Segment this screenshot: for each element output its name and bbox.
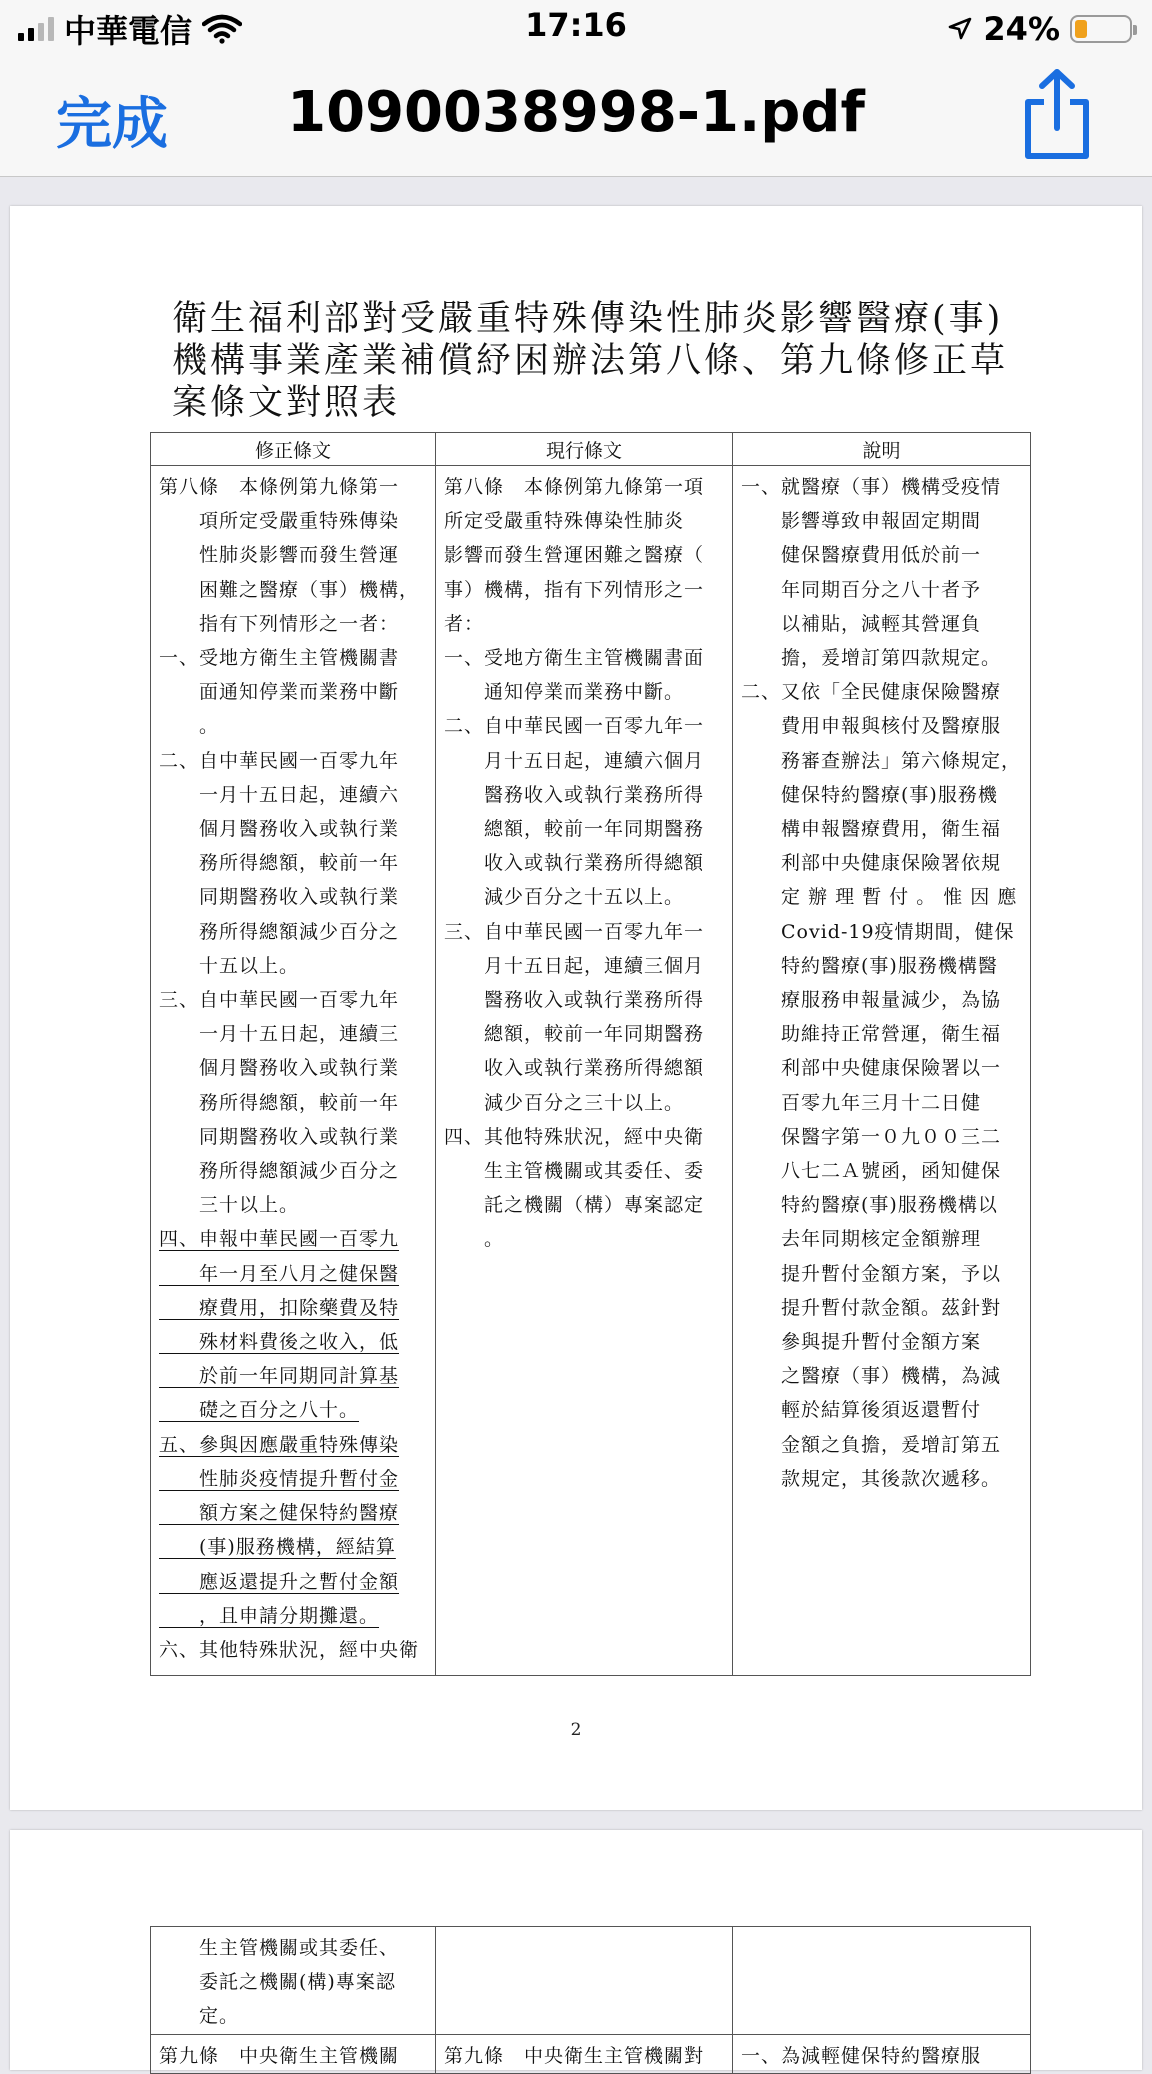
- text-line: 者：: [444, 612, 485, 635]
- text-line: 務審查辦法」第六條規定，: [741, 749, 1022, 772]
- text-line: 一、為減輕健保特約醫療服: [741, 2044, 982, 2067]
- text-line: 同期醫務收入或執行業: [159, 886, 400, 909]
- text-line: 三、自中華民國一百零九年一: [444, 920, 705, 943]
- text-line: 通知停業而業務中斷。: [444, 681, 685, 704]
- text-line: 年一月至八月之健保醫: [159, 1262, 400, 1285]
- current-text-cell: [436, 466, 733, 1676]
- battery-percent: 24%: [983, 10, 1060, 48]
- text-line: 保醫字第一０九００三二: [741, 1125, 1002, 1148]
- text-line: 月十五日起，連續三個月: [444, 954, 705, 977]
- text-line: Covid-19疫情期間，健保: [741, 920, 1015, 943]
- text-line: 健保特約醫療(事)服務機: [741, 783, 998, 806]
- text-line: 款規定，其後款次遞移。: [741, 1467, 1002, 1490]
- text-line: 二、自中華民國一百零九年一: [444, 715, 705, 738]
- battery-nub: [1133, 25, 1137, 35]
- text-line: 醫務收入或執行業務所得: [444, 989, 705, 1012]
- text-line: 健保醫療費用低於前一: [741, 544, 982, 567]
- text-line: 八七二Ａ號函，函知健保: [741, 1160, 1002, 1183]
- text-line: 額方案之健保特約醫療: [159, 1502, 400, 1525]
- text-line: 百零九年三月十二日健: [741, 1091, 982, 1114]
- header-current: 現行條文: [436, 433, 733, 466]
- heading-line: 衛生福利部對受嚴重特殊傳染性肺炎影響醫療(事): [172, 299, 1004, 339]
- text-line: 療費用，扣除藥費及特: [159, 1296, 400, 1319]
- table-row: [151, 2034, 1031, 2073]
- text-line: 金額之負擔，爰增訂第五: [741, 1433, 1002, 1456]
- text-line: 四、其他特殊狀況，經中央衛: [444, 1125, 705, 1148]
- text-line: 個月醫務收入或執行業: [159, 1057, 400, 1080]
- pdf-page-2[interactable]: [10, 1830, 1142, 2070]
- comparison-table: [150, 432, 1031, 1676]
- carrier-name: 中華電信: [64, 12, 193, 50]
- text-line: 第九條 中央衛生主管機關: [159, 2044, 400, 2067]
- text-line: 參與提升暫付金額方案: [741, 1331, 982, 1354]
- header-amended: 修正條文: [151, 433, 436, 466]
- heading-line: 案條文對照表: [172, 383, 401, 423]
- text-line: 三十以上。: [159, 1194, 300, 1217]
- text-line: 性肺炎疫情提升暫付金: [159, 1467, 400, 1490]
- text-line: 擔，爰增訂第四款規定。: [741, 647, 1002, 670]
- text-line: 輕於結算後須返還暫付: [741, 1399, 982, 1422]
- battery-icon: [1070, 15, 1132, 43]
- text-line: 礎之百分之八十。: [159, 1399, 360, 1422]
- text-line: 減少百分之十五以上。: [444, 886, 685, 909]
- text-line: 一、受地方衛生主管機關書: [159, 647, 400, 670]
- text-line: 總額，較前一年同期醫務: [444, 1023, 705, 1046]
- text-line: 構申報醫療費用，衛生福: [741, 818, 1002, 841]
- document-heading: [172, 298, 1052, 424]
- text-line: 二、又依「全民健康保險醫療: [741, 681, 1002, 704]
- text-line: 特約醫療(事)服務機構以: [741, 1194, 998, 1217]
- clock: 17:16: [525, 6, 627, 44]
- text-line: 殊材料費後之收入，低: [159, 1331, 400, 1354]
- text-line: 。: [444, 1228, 505, 1251]
- text-line: 助維持正常營運，衛生福: [741, 1023, 1002, 1046]
- battery-level: [1075, 20, 1087, 38]
- text-line: 利部中央健康保險署依規: [741, 852, 1002, 875]
- text-line: 。: [159, 715, 220, 738]
- text-line: 生主管機關或其委任、委: [444, 1160, 705, 1183]
- text-line: 醫務收入或執行業務所得: [444, 783, 705, 806]
- text-line: 提升暫付金額方案，予以: [741, 1262, 1002, 1285]
- text-line: 三、自中華民國一百零九年: [159, 989, 400, 1012]
- text-line: 務所得總額，較前一年: [159, 852, 400, 875]
- text-line: 面通知停業而業務中斷: [159, 681, 400, 704]
- text-line: 減少百分之三十以上。: [444, 1091, 685, 1114]
- text-line: 個月醫務收入或執行業: [159, 818, 400, 841]
- text-line: 所定受嚴重特殊傳染性肺炎: [444, 510, 685, 533]
- explanation-cell: [733, 2034, 1031, 2073]
- text-line: 務所得總額減少百分之: [159, 1160, 400, 1183]
- text-line: 一月十五日起，連續六: [159, 783, 400, 806]
- text-line: 四、申報中華民國一百零九: [159, 1228, 400, 1251]
- share-icon[interactable]: [1016, 66, 1098, 162]
- amended-text-cell: [151, 2034, 436, 2073]
- nav-bar: [0, 58, 1152, 177]
- document-title: 1090038998-1.pdf: [287, 80, 865, 145]
- text-line: 去年同期核定金額辦理: [741, 1228, 982, 1251]
- table-row: [151, 466, 1031, 1676]
- text-line: 六、其他特殊狀況，經中央衛: [159, 1638, 420, 1661]
- text-line: 特約醫療(事)服務機構醫: [741, 954, 998, 977]
- text-line: 五、參與因應嚴重特殊傳染: [159, 1433, 400, 1456]
- text-line: 一、就醫療（事）機構受疫情: [741, 476, 1002, 498]
- text-line: 託之機關（構）專案認定: [444, 1194, 705, 1217]
- comparison-table-continued: [150, 1926, 1031, 2074]
- location-arrow-icon: [947, 16, 973, 42]
- text-line: 性肺炎影響而發生營運: [159, 544, 400, 567]
- text-line: 以補貼，減輕其營運負: [741, 612, 982, 635]
- text-line: ，且申請分期攤還。: [159, 1604, 380, 1627]
- text-line: 之醫療（事）機構，為減: [741, 1365, 1002, 1388]
- text-line: (事)服務機構，經結算: [159, 1536, 396, 1559]
- text-line: 第八條 本條例第九條第一: [159, 476, 400, 498]
- table-row: [151, 1927, 1031, 2035]
- text-line: 二、自中華民國一百零九年: [159, 749, 400, 772]
- text-line: 一、受地方衛生主管機關書面: [444, 647, 705, 670]
- text-line: 於前一年同期同計算基: [159, 1365, 400, 1388]
- table-header-row: [151, 433, 1031, 466]
- text-line: 十五以上。: [159, 954, 300, 977]
- text-line: 務所得總額減少百分之: [159, 920, 400, 943]
- text-line: 總額，較前一年同期醫務: [444, 818, 705, 841]
- text-line: 定 辦 理 暫 付 。 惟 因 應: [741, 886, 1018, 909]
- amended-text-cell: [151, 466, 436, 1676]
- status-right: [947, 6, 1132, 52]
- done-button[interactable]: 完成: [56, 92, 168, 157]
- text-line: 委託之機關(構)專案認: [159, 1971, 396, 1994]
- text-line: 定。: [159, 2005, 240, 2028]
- current-text-cell: [436, 2034, 733, 2073]
- text-line: 影響而發生營運困難之醫療（: [444, 544, 705, 567]
- text-line: 生主管機關或其委任、: [159, 1937, 400, 1959]
- text-line: 月十五日起，連續六個月: [444, 749, 705, 772]
- pdf-page-1[interactable]: [10, 206, 1142, 1810]
- text-line: 收入或執行業務所得總額: [444, 852, 705, 875]
- text-line: 收入或執行業務所得總額: [444, 1057, 705, 1080]
- text-line: 同期醫務收入或執行業: [159, 1125, 400, 1148]
- text-line: 費用申報與核付及醫療服: [741, 715, 1002, 738]
- heading-line: 機構事業產業補償紓困辦法第八條、第九條修正草: [172, 341, 1009, 381]
- text-line: 影響導致申報固定期間: [741, 510, 982, 533]
- text-line: 事）機構，指有下列情形之一: [444, 578, 705, 601]
- page-number: 2: [570, 1720, 582, 1740]
- current-text-cell: [436, 1927, 733, 2035]
- text-line: 療服務申報量減少，為協: [741, 989, 1002, 1012]
- status-bar: [0, 0, 1152, 58]
- amended-text-cell: [151, 1927, 436, 2035]
- text-line: 應返還提升之暫付金額: [159, 1570, 400, 1593]
- text-line: 困難之醫療（事）機構，: [159, 578, 420, 601]
- text-line: 第八條 本條例第九條第一項: [444, 476, 705, 498]
- text-line: 指有下列情形之一者：: [159, 612, 400, 635]
- text-line: 年同期百分之八十者予: [741, 578, 982, 601]
- text-line: 一月十五日起，連續三: [159, 1023, 400, 1046]
- header-explanation: 說明: [733, 433, 1031, 466]
- text-line: 利部中央健康保險署以一: [741, 1057, 1002, 1080]
- explanation-cell: [733, 466, 1031, 1676]
- text-line: 項所定受嚴重特殊傳染: [159, 510, 400, 533]
- text-line: 第九條 中央衛生主管機關對: [444, 2044, 705, 2067]
- explanation-cell: [733, 1927, 1031, 2035]
- text-line: 提升暫付款金額。茲針對: [741, 1296, 1002, 1319]
- text-line: 務所得總額，較前一年: [159, 1091, 400, 1114]
